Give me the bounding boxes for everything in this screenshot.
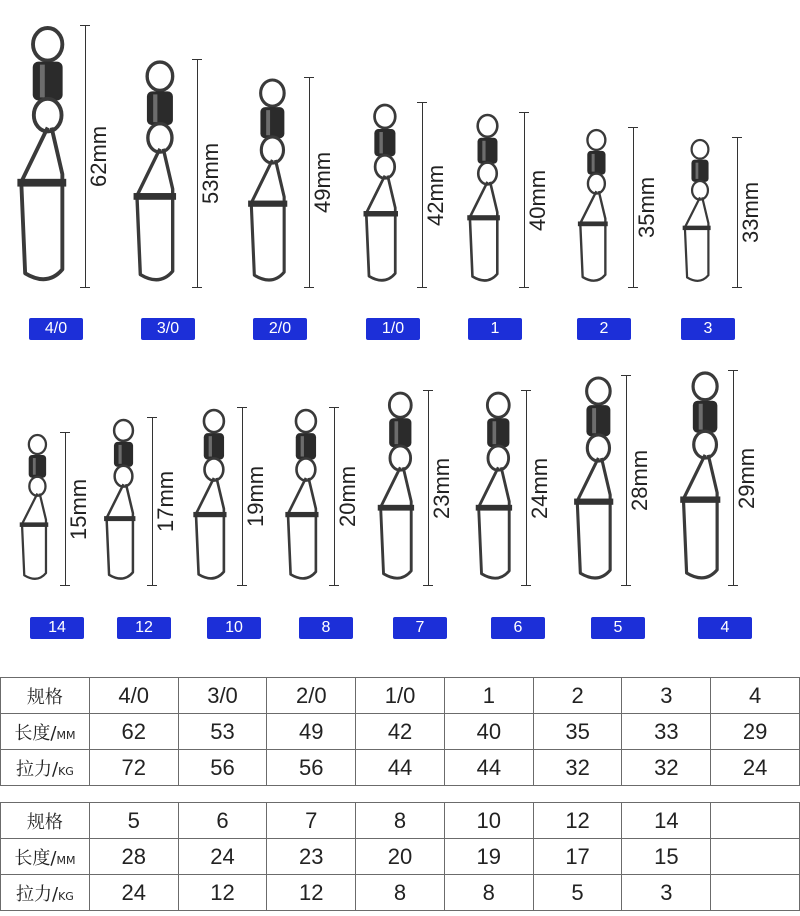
table-cell: 8 bbox=[356, 803, 445, 839]
dimension-cap bbox=[423, 585, 433, 586]
dimension-cap bbox=[329, 585, 339, 586]
table-cell: 20 bbox=[356, 839, 445, 875]
size-badge: 6 bbox=[491, 617, 545, 639]
row-header-label: 规格 bbox=[26, 686, 63, 708]
dimension-cap bbox=[304, 77, 314, 78]
dimension-cap bbox=[60, 432, 70, 433]
row-header bbox=[1, 678, 90, 714]
size-badge: 2 bbox=[577, 318, 631, 340]
length-row bbox=[1, 714, 800, 750]
length-label: 35mm bbox=[634, 176, 659, 238]
table-cell: 10 bbox=[444, 803, 533, 839]
table-cell: 4 bbox=[711, 678, 800, 714]
table-cell: 1 bbox=[444, 678, 533, 714]
row-header-label: 拉力/ bbox=[16, 758, 59, 780]
size-badge: 14 bbox=[30, 617, 84, 639]
swivel-image bbox=[569, 375, 628, 590]
dimension-cap bbox=[519, 287, 529, 288]
size-badge: 2/0 bbox=[253, 318, 307, 340]
table-cell: 29 bbox=[711, 714, 800, 750]
table-cell: 56 bbox=[267, 750, 356, 786]
length-row bbox=[1, 839, 800, 875]
length-label: 19mm bbox=[243, 465, 268, 527]
table-cell: 56 bbox=[178, 750, 267, 786]
swivel-image bbox=[128, 59, 192, 292]
table-cell: 17 bbox=[533, 839, 622, 875]
dimension-cap bbox=[728, 370, 738, 371]
table-cell: 7 bbox=[267, 803, 356, 839]
table-cell: 24 bbox=[89, 875, 178, 911]
row-header-label: 规格 bbox=[26, 811, 63, 833]
table-cell bbox=[711, 875, 800, 911]
table-cell: 5 bbox=[533, 875, 622, 911]
length-label: 17mm bbox=[153, 470, 178, 532]
swivel-image bbox=[463, 112, 512, 292]
spec-table-2 bbox=[0, 802, 800, 911]
table-cell: 44 bbox=[356, 750, 445, 786]
swivel-image bbox=[359, 102, 411, 292]
table-cell: 72 bbox=[89, 750, 178, 786]
length-label: 62mm bbox=[86, 125, 111, 187]
spec-table-1 bbox=[0, 677, 800, 786]
table-cell: 33 bbox=[622, 714, 711, 750]
table-cell: 32 bbox=[533, 750, 622, 786]
table-cell: 24 bbox=[711, 750, 800, 786]
row-header-label: 拉力/ bbox=[16, 883, 59, 905]
dimension-cap bbox=[628, 127, 638, 128]
dimension-cap bbox=[732, 137, 742, 138]
table-cell: 4/0 bbox=[89, 678, 178, 714]
size-badge: 3 bbox=[681, 318, 735, 340]
dimension-cap bbox=[192, 59, 202, 60]
dimension-cap bbox=[237, 585, 247, 586]
table-cell: 12 bbox=[178, 875, 267, 911]
table-cell: 8 bbox=[356, 875, 445, 911]
row-header bbox=[1, 875, 90, 911]
dimension-cap bbox=[329, 407, 339, 408]
table-cell: 35 bbox=[533, 714, 622, 750]
dimension-cap bbox=[80, 287, 90, 288]
dimension-cap bbox=[80, 25, 90, 26]
table-cell: 19 bbox=[444, 839, 533, 875]
size-row bbox=[1, 803, 800, 839]
swivel-image bbox=[11, 25, 84, 292]
swivel-image bbox=[281, 407, 331, 590]
size-badge: 8 bbox=[299, 617, 353, 639]
table-cell: 12 bbox=[533, 803, 622, 839]
dimension-cap bbox=[417, 102, 427, 103]
dimension-cap bbox=[521, 585, 531, 586]
dimension-cap bbox=[628, 287, 638, 288]
swivel-image bbox=[373, 390, 428, 590]
size-badge: 1/0 bbox=[366, 318, 420, 340]
dimension-cap bbox=[519, 112, 529, 113]
length-label: 33mm bbox=[738, 181, 763, 243]
table-cell: 3 bbox=[622, 678, 711, 714]
table-cell: 1/0 bbox=[356, 678, 445, 714]
table-cell: 5 bbox=[89, 803, 178, 839]
swivel-image bbox=[679, 137, 721, 292]
table-cell: 2 bbox=[533, 678, 622, 714]
dimension-cap bbox=[521, 390, 531, 391]
table-cell: 12 bbox=[267, 875, 356, 911]
row-header bbox=[1, 714, 90, 750]
dimension-cap bbox=[732, 287, 742, 288]
dimension-cap bbox=[621, 585, 631, 586]
length-label: 42mm bbox=[423, 164, 448, 226]
swivel-image bbox=[471, 390, 526, 590]
table-cell: 3/0 bbox=[178, 678, 267, 714]
row-header bbox=[1, 803, 90, 839]
dimension-cap bbox=[417, 287, 427, 288]
table-cell: 42 bbox=[356, 714, 445, 750]
table-cell: 23 bbox=[267, 839, 356, 875]
size-badge: 4 bbox=[698, 617, 752, 639]
length-label: 28mm bbox=[627, 449, 652, 511]
dimension-cap bbox=[304, 287, 314, 288]
size-badge: 10 bbox=[207, 617, 261, 639]
swivel-image bbox=[675, 370, 735, 590]
size-badge: 5 bbox=[591, 617, 645, 639]
table-cell bbox=[711, 803, 800, 839]
length-label: 49mm bbox=[310, 151, 335, 213]
dimension-cap bbox=[621, 375, 631, 376]
unit-label: KG bbox=[58, 889, 74, 903]
row-header-label: 长度/ bbox=[14, 847, 57, 869]
size-badge: 7 bbox=[393, 617, 447, 639]
row-header-label: 长度/ bbox=[14, 722, 57, 744]
dimension-cap bbox=[147, 585, 157, 586]
unit-label: MM bbox=[56, 728, 76, 742]
length-label: 20mm bbox=[335, 465, 360, 527]
dimension-cap bbox=[237, 407, 247, 408]
table-cell: 40 bbox=[444, 714, 533, 750]
table-cell: 62 bbox=[89, 714, 178, 750]
size-badge: 4/0 bbox=[29, 318, 83, 340]
table-cell bbox=[711, 839, 800, 875]
table-cell: 8 bbox=[444, 875, 533, 911]
table-cell: 24 bbox=[178, 839, 267, 875]
length-label: 40mm bbox=[525, 169, 550, 231]
dimension-cap bbox=[192, 287, 202, 288]
swivel-image bbox=[189, 407, 239, 590]
table-cell: 44 bbox=[444, 750, 533, 786]
table-cell: 32 bbox=[622, 750, 711, 786]
size-badge: 3/0 bbox=[141, 318, 195, 340]
table-cell: 6 bbox=[178, 803, 267, 839]
size-row bbox=[1, 678, 800, 714]
dimension-cap bbox=[147, 417, 157, 418]
strength-row bbox=[1, 875, 800, 911]
swivel-image bbox=[243, 77, 302, 292]
size-badge: 12 bbox=[117, 617, 171, 639]
dimension-cap bbox=[60, 585, 70, 586]
table-cell: 3 bbox=[622, 875, 711, 911]
swivel-image bbox=[16, 432, 59, 590]
length-label: 23mm bbox=[429, 457, 454, 519]
row-header bbox=[1, 750, 90, 786]
unit-label: KG bbox=[58, 764, 74, 778]
swivel-image bbox=[574, 127, 619, 292]
table-cell: 2/0 bbox=[267, 678, 356, 714]
table-cell: 15 bbox=[622, 839, 711, 875]
unit-label: MM bbox=[56, 853, 76, 867]
length-label: 29mm bbox=[734, 447, 759, 509]
dimension-cap bbox=[423, 390, 433, 391]
row-header bbox=[1, 839, 90, 875]
table-cell: 49 bbox=[267, 714, 356, 750]
length-label: 24mm bbox=[527, 457, 552, 519]
swivel-image bbox=[100, 417, 147, 590]
dimension-cap bbox=[728, 585, 738, 586]
size-badge: 1 bbox=[468, 318, 522, 340]
table-cell: 14 bbox=[622, 803, 711, 839]
length-label: 53mm bbox=[198, 142, 223, 204]
strength-row bbox=[1, 750, 800, 786]
table-cell: 28 bbox=[89, 839, 178, 875]
length-label: 15mm bbox=[66, 478, 91, 540]
table-cell: 53 bbox=[178, 714, 267, 750]
